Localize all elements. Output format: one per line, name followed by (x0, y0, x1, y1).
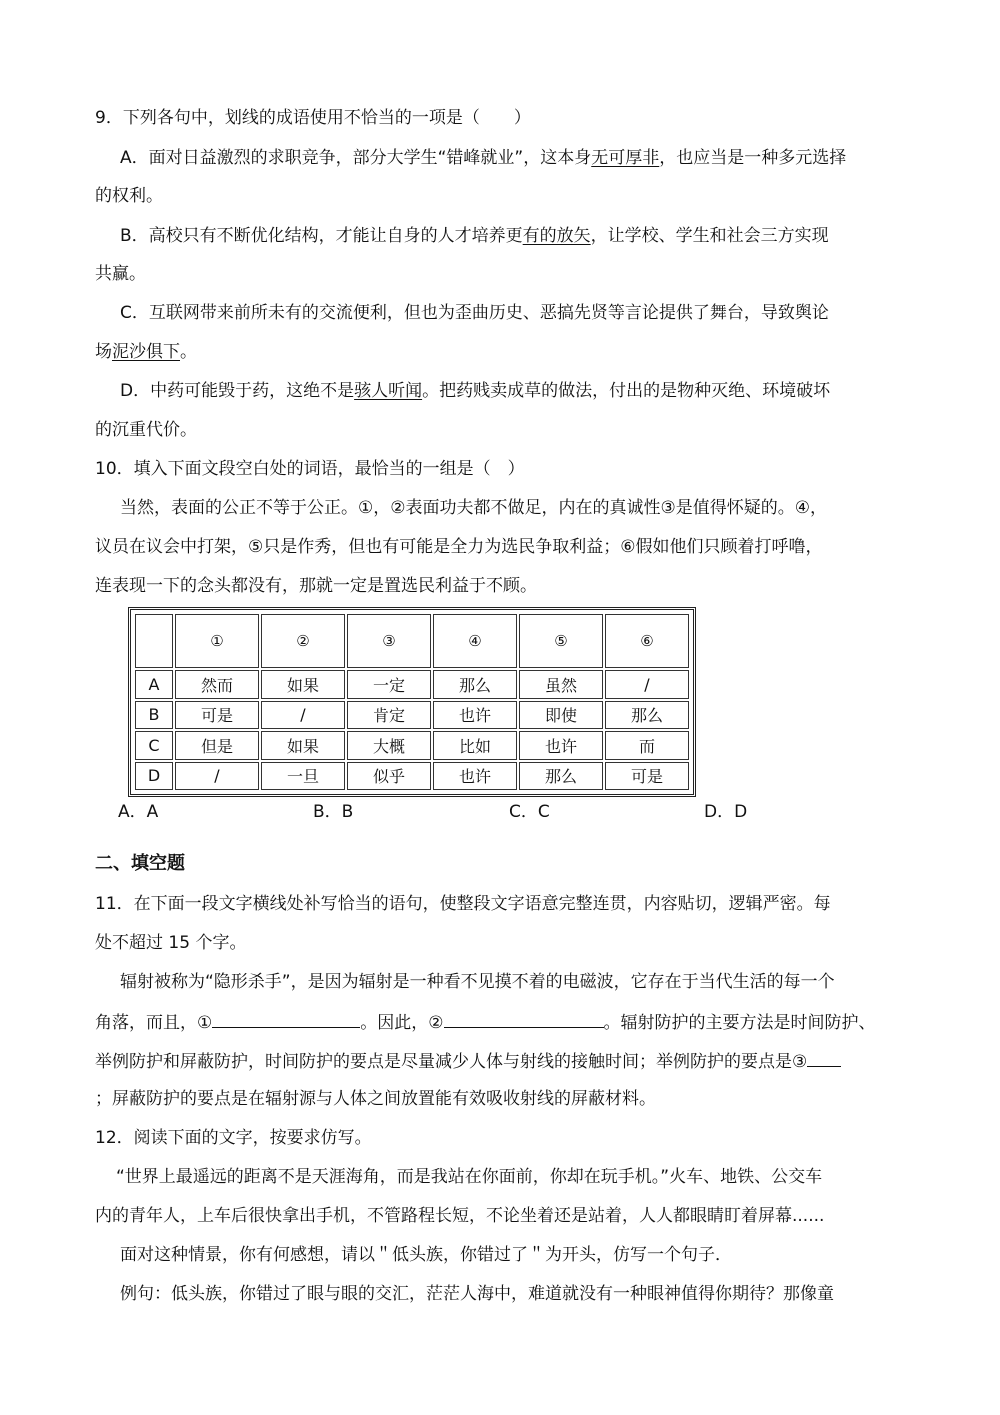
q9-d-idiom: 骇人听闻 (354, 381, 423, 401)
table-cell: B (135, 701, 173, 730)
table-cell: 一定 (347, 670, 431, 699)
q11-text: 角落，而且，① (95, 1013, 213, 1033)
q9-b-line2: 共赢。 (95, 264, 146, 284)
table-cell: / (261, 701, 345, 730)
table-cell: A (135, 670, 173, 699)
q9-d-line2: 的沉重代价。 (95, 420, 197, 440)
q12-stem: 12．阅读下面的文字，按要求仿写。 (95, 1128, 372, 1148)
table-cell: 肯定 (347, 701, 431, 730)
q10-passage-line1: 当然，表面的公正不等于公正。①，②表面功夫都不做足，内在的真诚性③是值得怀疑的。④， (120, 498, 827, 518)
table-cell: 那么 (433, 670, 517, 699)
table-cell: 也许 (433, 762, 517, 791)
table-cell: 然而 (175, 670, 259, 699)
q9-stem: 9．下列各句中，划线的成语使用不恰当的一项是（ ） (95, 108, 531, 128)
table-header-cell (135, 614, 173, 668)
table-cell: 如果 (261, 670, 345, 699)
q9-c-idiom: 泥沙俱下 (112, 342, 180, 362)
table-header-cell: ④ (433, 614, 517, 668)
q11-text: 举例防护和屏蔽防护，时间防护的要点是尽量减少人体与射线的接触时间；举例防护的要点是③ (95, 1052, 808, 1072)
q11-passage-line3 (95, 1048, 841, 1074)
q9-a-text-end: ，也应当是一种多元选择 (659, 148, 847, 168)
table-header-cell: ⑥ (605, 614, 689, 668)
q12-instruction: 面对这种情景，你有何感想，请以＂低头族，你错过了＂为开头，仿写一个句子． (120, 1245, 732, 1265)
q10-choice-a[interactable]: A．A (118, 802, 159, 822)
q9-a-text: A．面对日益激烈的求职竞争，部分大学生“错峰就业”，这本身 (120, 148, 592, 168)
q9-option-d (120, 379, 830, 403)
table-row (135, 670, 689, 699)
q9-c-text: 场 (95, 342, 112, 362)
q11-passage-line4: ；屏蔽防护的要点是在辐射源与人体之间放置能有效吸收射线的屏蔽材料。 (95, 1089, 656, 1109)
q10-passage-line2: 议员在议会中打架，⑤只是作秀，但也有可能是全力为选民争取利益；⑥假如他们只顾着打呼噜， (95, 537, 823, 557)
table-cell: 也许 (519, 731, 603, 760)
q9-a-idiom: 无可厚非 (591, 148, 660, 168)
q9-c-line2 (95, 340, 197, 364)
q10-options-table (128, 607, 696, 797)
table-row (135, 731, 689, 760)
table-cell: 大概 (347, 731, 431, 760)
q9-c-text-end: 。 (180, 342, 197, 362)
q10-choice-b[interactable]: B．B (313, 802, 354, 822)
table-cell: 一旦 (261, 762, 345, 791)
table-header-cell: ① (175, 614, 259, 668)
table-header-cell: ⑤ (519, 614, 603, 668)
q11-passage-line2 (95, 1009, 876, 1035)
q10-choice-d[interactable]: D．D (704, 802, 748, 822)
answer-blank-3[interactable] (807, 1048, 841, 1067)
table-header-row (135, 614, 689, 668)
q10-choice-c[interactable]: C．C (509, 802, 550, 822)
table-cell: 可是 (175, 701, 259, 730)
table-row (135, 701, 689, 730)
table-row (135, 762, 689, 791)
q11-text: 。因此，② (360, 1013, 444, 1033)
answer-blank-2[interactable] (444, 1009, 604, 1028)
q11-passage-line1: 辐射被称为“隐形杀手”，是因为辐射是一种看不见摸不着的电磁波，它存在于当代生活的每一个 (120, 972, 835, 992)
table-cell: 那么 (519, 762, 603, 791)
q9-option-b (120, 224, 829, 248)
table-cell: 那么 (605, 701, 689, 730)
table-cell: C (135, 731, 173, 760)
table-cell: / (605, 670, 689, 699)
q9-b-text: B．高校只有不断优化结构，才能让自身的人才培养更 (120, 226, 523, 246)
q9-b-idiom: 有的放矢 (522, 226, 591, 246)
table-cell: 虽然 (519, 670, 603, 699)
q11-stem-line1: 11．在下面一段文字横线处补写恰当的语句，使整段文字语意完整连贯，内容贴切，逻辑严密。每 (95, 894, 831, 914)
table-cell: 也许 (433, 701, 517, 730)
table-cell: 而 (605, 731, 689, 760)
q9-option-a (120, 146, 846, 170)
q11-stem-line2: 处不超过 15 个字。 (95, 933, 247, 953)
table-cell: 可是 (605, 762, 689, 791)
q9-a-line2: 的权利。 (95, 186, 163, 206)
q10-passage-line3: 连表现一下的念头都没有，那就一定是置选民利益于不顾。 (95, 576, 537, 596)
table-cell: D (135, 762, 173, 791)
q9-d-text-end: 。把药贱卖成草的做法，付出的是物种灭绝、环境破坏 (422, 381, 831, 401)
table-cell: 即使 (519, 701, 603, 730)
q12-passage-line2: 内的青年人，上车后很快拿出手机，不管路程长短，不论坐着还是站着，人人都眼睛盯着屏幕...... (95, 1206, 825, 1226)
q10-stem: 10．填入下面文段空白处的词语，最恰当的一组是（ ） (95, 459, 525, 479)
table-cell: 如果 (261, 731, 345, 760)
section-title: 二、填空题 (95, 853, 185, 874)
table-cell: 似乎 (347, 762, 431, 791)
table-cell: / (175, 762, 259, 791)
table-cell: 比如 (433, 731, 517, 760)
table-header-cell: ③ (347, 614, 431, 668)
q9-d-text: D．中药可能毁于药，这绝不是 (120, 381, 355, 401)
q9-option-c: C．互联网带来前所未有的交流便利，但也为歪曲历史、恶搞先贤等言论提供了舞台，导致舆论 (120, 303, 829, 323)
q11-text: 。辐射防护的主要方法是时间防护、 (603, 1013, 876, 1033)
q12-example: 例句：低头族，你错过了眼与眼的交汇，茫茫人海中，难道就没有一种眼神值得你期待？那像童 (120, 1284, 834, 1304)
table-cell: 但是 (175, 731, 259, 760)
q12-passage-line1: “世界上最遥远的距离不是天涯海角，而是我站在你面前，你却在玩手机。”火车、地铁、公交车 (116, 1167, 823, 1187)
table-header-cell: ② (261, 614, 345, 668)
answer-blank-1[interactable] (212, 1009, 360, 1028)
q9-b-text-end: ，让学校、学生和社会三方实现 (590, 226, 829, 246)
